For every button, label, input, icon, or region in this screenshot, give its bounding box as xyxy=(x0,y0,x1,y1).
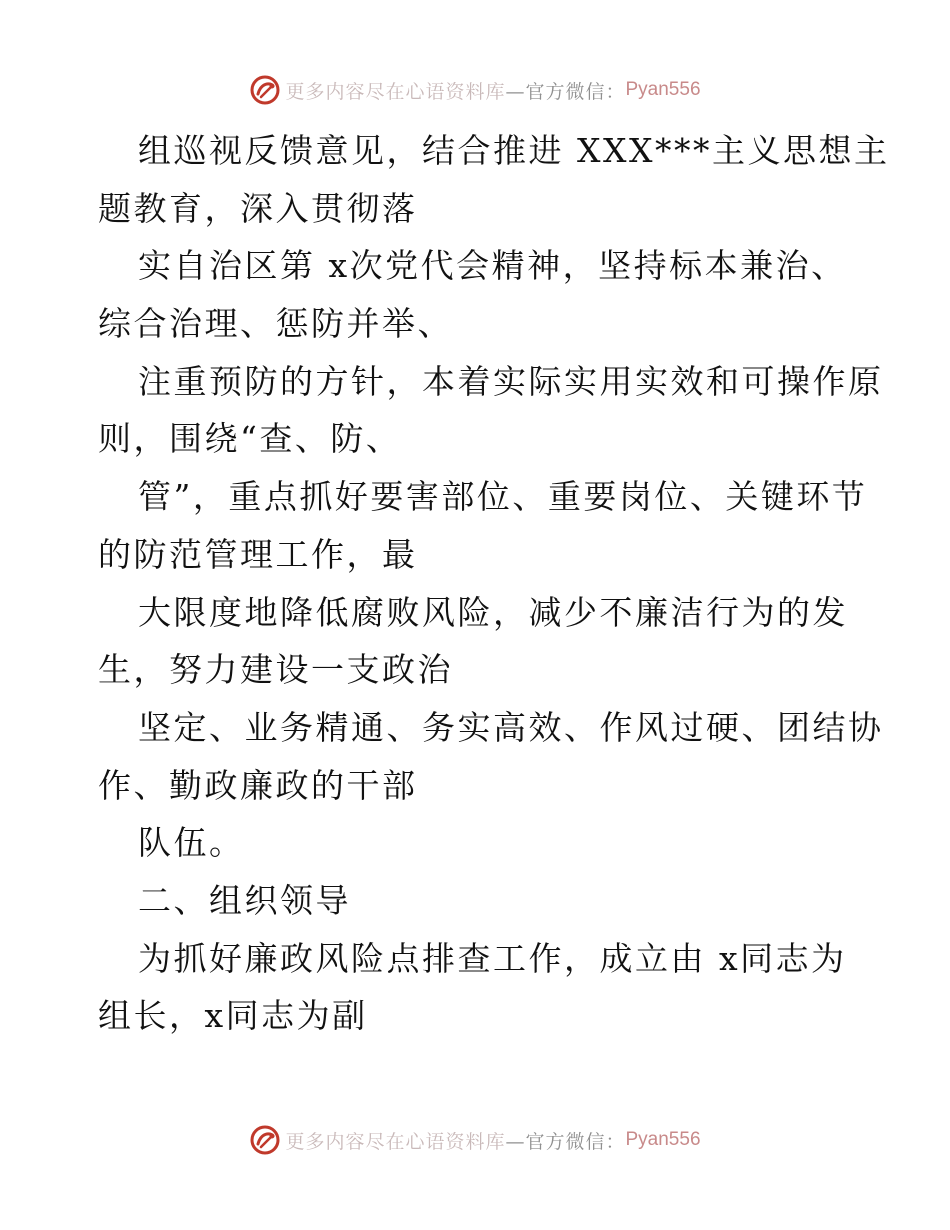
paragraph-line: 大限度地降低腐败风险，减少不廉洁行为的发 xyxy=(138,592,848,632)
paragraph-line: 生，努力建设一支政治 xyxy=(98,650,453,690)
watermark-contact-label: —官方微信： xyxy=(505,1130,626,1153)
brand-logo-icon xyxy=(249,74,281,106)
paragraph-line: 则，围绕“查、防、 xyxy=(98,419,402,459)
paragraph-line: 实自治区第 x次党代会精神，坚持标本兼治、 xyxy=(138,246,847,286)
document-body xyxy=(98,122,890,1045)
watermark-brand-text: 更多内容尽在心语资料库 xyxy=(285,80,506,103)
footer-watermark-banner xyxy=(0,1120,950,1160)
paragraph-line: 综合治理、惩防并举、 xyxy=(98,304,453,344)
brand-logo-icon xyxy=(249,1124,281,1156)
paragraph-line: 注重预防的方针，本着实际实用实效和可操作原 xyxy=(138,361,884,401)
watermark-contact-label: —官方微信： xyxy=(505,80,626,103)
paragraph-line: 坚定、业务精通、务实高效、作风过硬、团结协 xyxy=(138,707,884,747)
section-heading: 二、组织领导 xyxy=(138,880,351,920)
paragraph-line: 组巡视反馈意见，结合推进 XXX***主义思想主 xyxy=(138,131,890,170)
paragraph-line: 管”，重点抓好要害部位、重要岗位、关键环节 xyxy=(138,477,868,517)
watermark-brand-text: 更多内容尽在心语资料库 xyxy=(285,1130,506,1153)
paragraph-line: 组长，x同志为副 xyxy=(98,996,368,1036)
watermark-wechat-id: Pyan556 xyxy=(625,79,701,100)
paragraph-line: 作、勤政廉政的干部 xyxy=(98,765,418,805)
header-watermark-banner xyxy=(0,70,950,110)
paragraph-line: 的防范管理工作，最 xyxy=(98,534,418,574)
paragraph-line: 题教育，深入贯彻落 xyxy=(98,188,418,228)
paragraph-line: 为抓好廉政风险点排查工作，成立由 x同志为 xyxy=(138,938,847,978)
watermark-wechat-id: Pyan556 xyxy=(625,1129,701,1150)
paragraph-line: 队伍。 xyxy=(138,823,245,863)
